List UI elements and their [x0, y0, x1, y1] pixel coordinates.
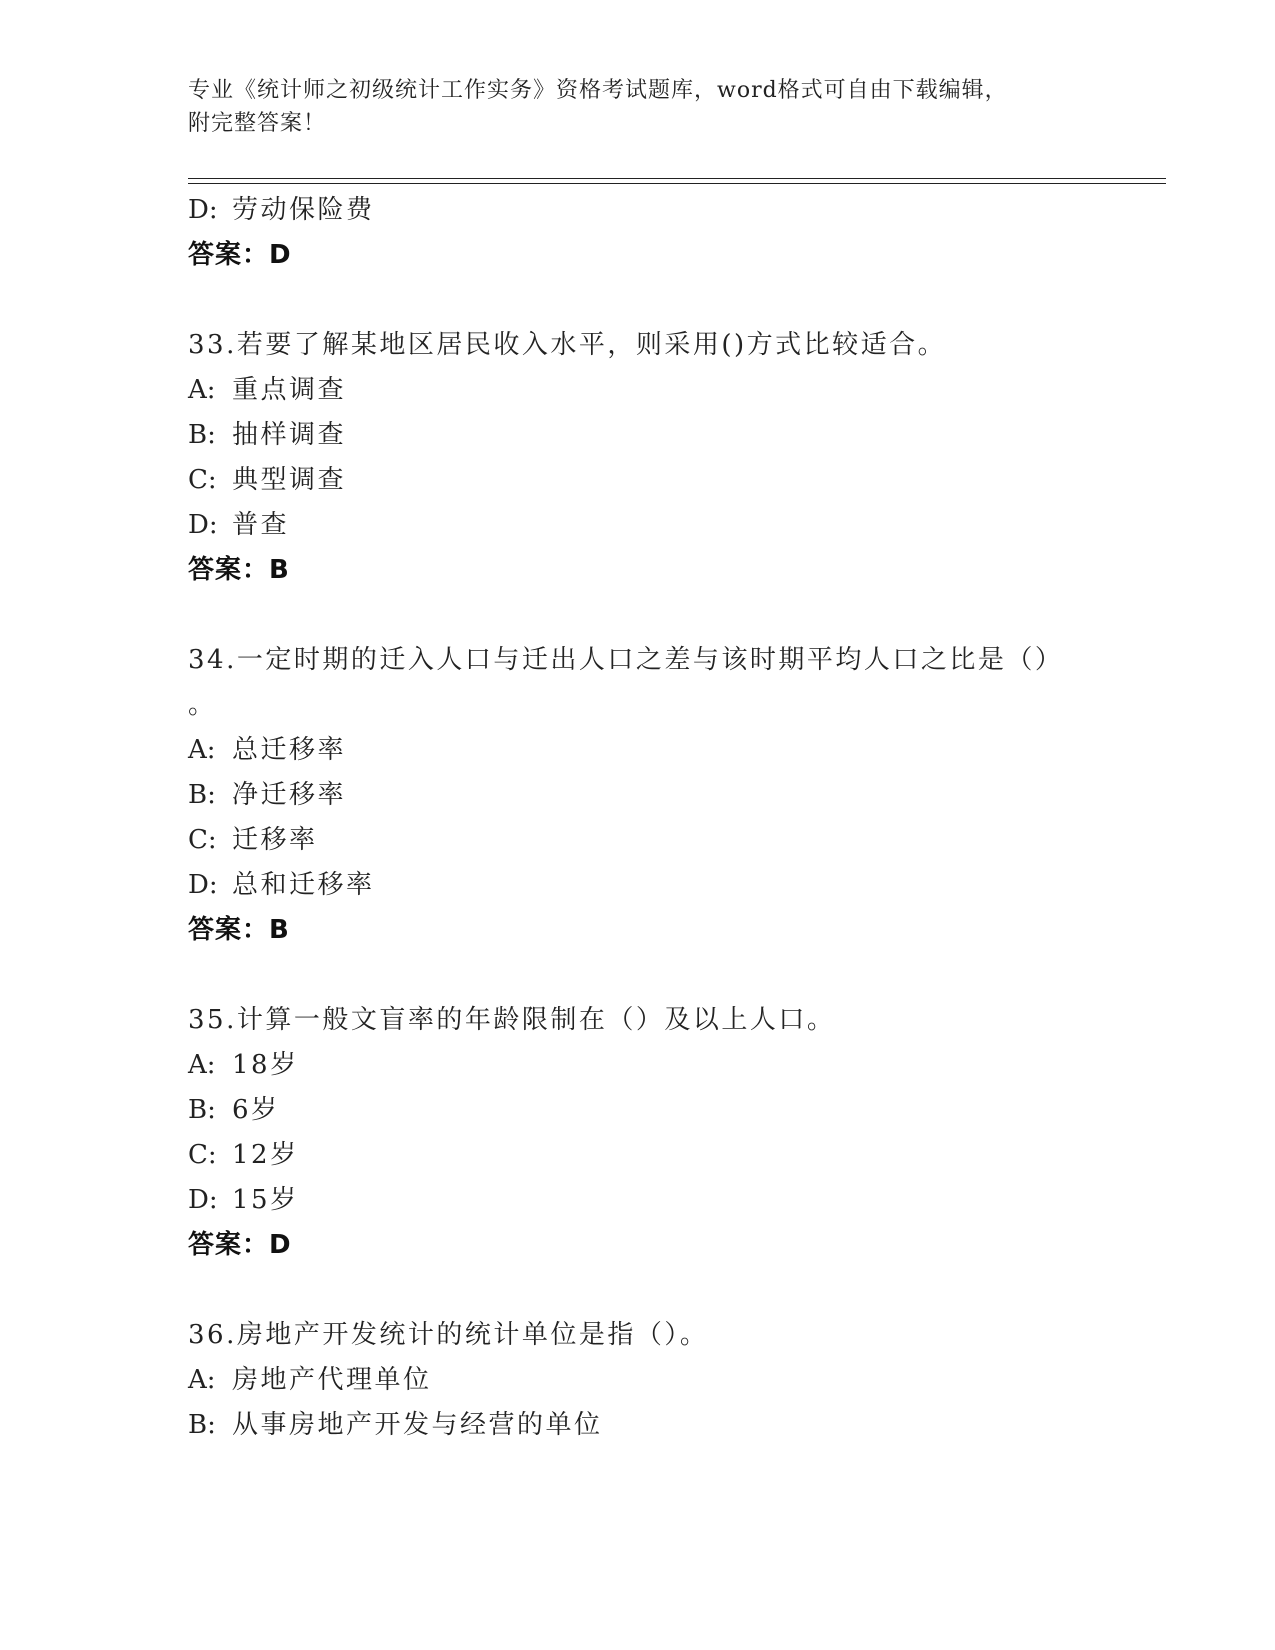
answer-line: 答案：B: [188, 555, 290, 585]
option-a: [188, 373, 346, 407]
option-text: 总迁移率: [232, 735, 347, 765]
option-letter: B:: [188, 1095, 216, 1125]
option-text: 18岁: [232, 1050, 299, 1080]
option-letter: B:: [188, 1410, 216, 1440]
option-letter: A:: [188, 1365, 216, 1395]
question-stem-continued: 。: [188, 690, 217, 720]
option-text: 典型调查: [232, 465, 347, 495]
option-a: [188, 1048, 299, 1082]
option-letter: C:: [188, 825, 217, 855]
answer-line: 答案：D: [188, 240, 292, 270]
option-text: 普查: [232, 510, 290, 540]
option-text: 抽样调查: [232, 420, 347, 450]
option-b: [188, 1408, 603, 1442]
question-stem: 36.房地产开发统计的统计单位是指（）。: [188, 1320, 709, 1350]
answer-line: 答案：B: [188, 915, 290, 945]
option-text: 从事房地产开发与经营的单位: [232, 1410, 603, 1440]
option-letter: B:: [188, 420, 216, 450]
option-letter: D:: [188, 510, 218, 540]
question-stem: 33.若要了解某地区居民收入水平，则采用()方式比较适合。: [188, 330, 947, 360]
header-divider: [188, 178, 1166, 184]
document-header: [188, 74, 1088, 140]
option-d: [188, 1183, 299, 1217]
option-a: [188, 733, 346, 767]
option-text: 重点调查: [232, 375, 347, 405]
option-letter: B:: [188, 780, 216, 810]
option-d: [188, 508, 289, 542]
option-letter: C:: [188, 1140, 217, 1170]
option-letter: D:: [188, 195, 218, 225]
option-text: 6岁: [232, 1095, 280, 1125]
option-a: [188, 1363, 432, 1397]
option-letter: C:: [188, 465, 217, 495]
option-b: [188, 418, 346, 452]
option-b: [188, 778, 346, 812]
option-text: 净迁移率: [232, 780, 347, 810]
option-text: 迁移率: [232, 825, 318, 855]
option-letter: D:: [188, 1185, 218, 1215]
option-c: [188, 823, 318, 857]
option-letter: A:: [188, 735, 216, 765]
option-d: [188, 193, 375, 227]
option-text: 房地产代理单位: [232, 1365, 432, 1395]
option-letter: A:: [188, 1050, 216, 1080]
option-letter: A:: [188, 375, 216, 405]
header-title-line-2: 附完整答案！: [188, 111, 327, 136]
option-text: 12岁: [232, 1140, 299, 1170]
option-text: 劳动保险费: [232, 195, 375, 225]
header-title-line-1: 专业《统计师之初级统计工作实务》资格考试题库，word格式可自由下载编辑，: [188, 78, 1008, 103]
option-b: [188, 1093, 280, 1127]
option-c: [188, 463, 346, 497]
option-c: [188, 1138, 299, 1172]
option-letter: D:: [188, 870, 218, 900]
question-stem: 34.一定时期的迁入人口与迁出人口之差与该时期平均人口之比是（）: [188, 645, 1064, 675]
question-stem: 35.计算一般文盲率的年龄限制在（）及以上人口。: [188, 1005, 836, 1035]
option-d: [188, 868, 375, 902]
answer-line: 答案：D: [188, 1230, 292, 1260]
option-text: 15岁: [232, 1185, 299, 1215]
option-text: 总和迁移率: [232, 870, 375, 900]
